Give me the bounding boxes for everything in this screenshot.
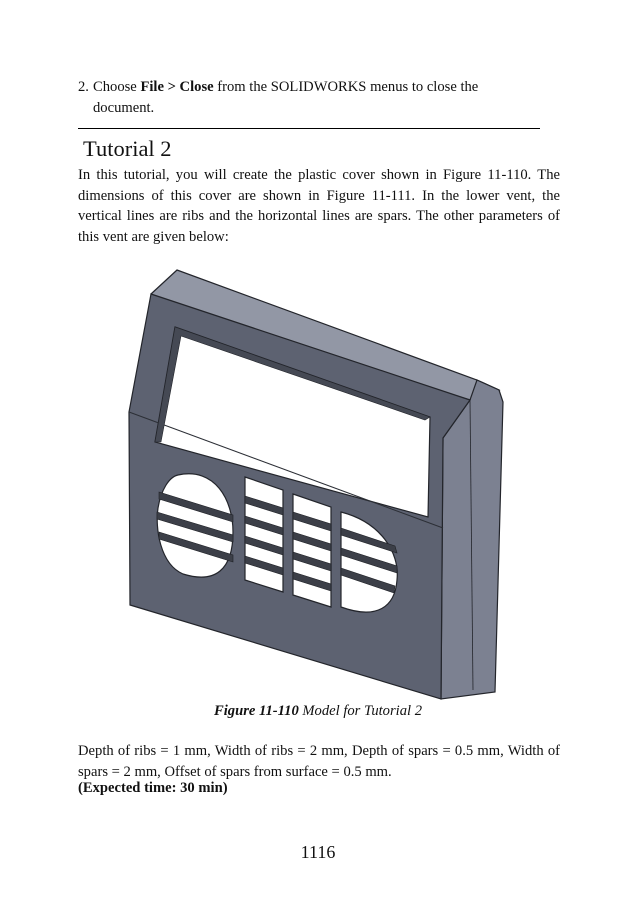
- step-continuation: document.: [93, 99, 155, 116]
- figure-label: Figure 11-110: [214, 703, 299, 719]
- vent-parameters: Depth of ribs = 1 mm, Width of ribs = 2 mm, Depth of spars = 0.5 mm, Width of spars = 2 mm, Offset of spars from surface = 0.5 mm.: [78, 743, 560, 780]
- step-number: 2.: [78, 79, 89, 95]
- step-suffix: from the SOLIDWORKS menus to close the: [213, 79, 479, 95]
- step-2-instruction: [78, 77, 560, 118]
- step-prefix: Choose: [93, 79, 141, 95]
- menu-path: File > Close: [140, 79, 214, 95]
- intro-paragraph: In this tutorial, you will create the plastic cover shown in Figure 11-110. The dimensions of this cover are shown in Figure 11-111. In the lower vent, the vertical lines are ribs and the horizontal lines are spars. The other parameters of this vent are given below:: [78, 167, 560, 245]
- plastic-cover-model-illustration: [125, 262, 515, 700]
- tutorial-heading: Tutorial 2: [83, 136, 172, 161]
- figure-caption-text: Model for Tutorial 2: [298, 703, 422, 719]
- figure-caption: [0, 703, 636, 720]
- plastic-cover-figure: [125, 262, 515, 700]
- page-number: 1116: [300, 842, 336, 862]
- section-divider: [78, 128, 540, 129]
- expected-time: (Expected time: 30 min): [78, 780, 228, 796]
